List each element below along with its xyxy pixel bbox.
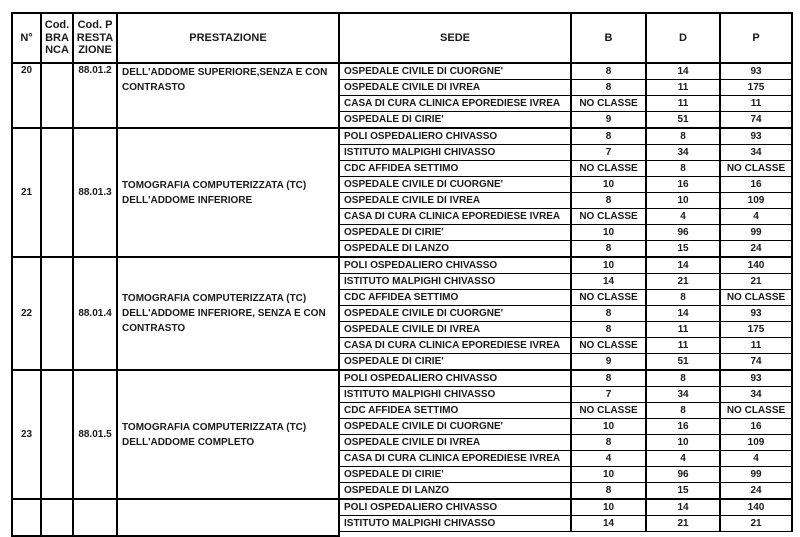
sede-cell: ISTITUTO MALPIGHI CHIVASSO — [339, 145, 571, 161]
sede-cell: POLI OSPEDALIERO CHIVASSO — [339, 257, 571, 274]
sede-cell: ISTITUTO MALPIGHI CHIVASSO — [339, 387, 571, 403]
b-value-cell: 9 — [571, 112, 646, 129]
p-value-cell: NO CLASSE — [720, 290, 792, 306]
d-value-cell: 21 — [646, 516, 720, 532]
sede-cell: POLI OSPEDALIERO CHIVASSO — [339, 499, 571, 516]
sede-cell: OSPEDALE CIVILE DI IVREA — [339, 193, 571, 209]
d-value-cell: 15 — [646, 483, 720, 500]
table-header — [12, 13, 792, 63]
p-value-cell: 175 — [720, 322, 792, 338]
p-value-cell: NO CLASSE — [720, 161, 792, 177]
b-value-cell: 10 — [571, 419, 646, 435]
b-value-cell: NO CLASSE — [571, 96, 646, 112]
p-value-cell: 93 — [720, 306, 792, 322]
b-value-cell: 8 — [571, 322, 646, 338]
sede-cell: CDC AFFIDEA SETTIMO — [339, 161, 571, 177]
b-value-cell: 8 — [571, 435, 646, 451]
table-row — [12, 257, 792, 274]
p-value-cell: 34 — [720, 145, 792, 161]
d-value-cell: 8 — [646, 128, 720, 145]
cutoff-cell — [571, 532, 646, 537]
table-body — [12, 63, 792, 536]
p-value-cell: 93 — [720, 63, 792, 80]
sede-cell: OSPEDALE CIVILE DI IVREA — [339, 435, 571, 451]
b-value-cell: 8 — [571, 306, 646, 322]
d-value-cell: 14 — [646, 63, 720, 80]
p-value-cell: 4 — [720, 451, 792, 467]
sede-cell: OSPEDALE DI LANZO — [339, 241, 571, 258]
sede-cell: OSPEDALE CIVILE DI CUORGNE' — [339, 63, 571, 80]
d-value-cell: 96 — [646, 225, 720, 241]
cutoff-cell — [720, 532, 792, 537]
p-value-cell: 11 — [720, 96, 792, 112]
prestazione-cell — [117, 499, 339, 536]
d-value-cell: 21 — [646, 274, 720, 290]
b-value-cell: 14 — [571, 274, 646, 290]
b-value-cell: 8 — [571, 241, 646, 258]
cod-branca-cell — [41, 370, 73, 499]
p-value-cell: 4 — [720, 209, 792, 225]
cutoff-cell — [339, 532, 571, 537]
p-value-cell: 16 — [720, 177, 792, 193]
d-value-cell: 11 — [646, 96, 720, 112]
d-value-cell: 8 — [646, 403, 720, 419]
p-value-cell: 24 — [720, 241, 792, 258]
b-value-cell: 8 — [571, 483, 646, 500]
d-value-cell: 10 — [646, 193, 720, 209]
d-value-cell: 51 — [646, 112, 720, 129]
p-value-cell: 140 — [720, 499, 792, 516]
d-value-cell: 14 — [646, 257, 720, 274]
group-number-cell: 20 — [12, 63, 41, 128]
p-value-cell: 140 — [720, 257, 792, 274]
group-number-cell: 22 — [12, 257, 41, 370]
sede-cell: POLI OSPEDALIERO CHIVASSO — [339, 370, 571, 387]
b-value-cell: 8 — [571, 63, 646, 80]
d-value-cell: 8 — [646, 290, 720, 306]
p-value-cell: 99 — [720, 467, 792, 483]
d-value-cell: 16 — [646, 419, 720, 435]
b-value-cell: 8 — [571, 80, 646, 96]
cutoff-cell — [646, 532, 720, 537]
sede-cell: OSPEDALE CIVILE DI CUORGNE' — [339, 306, 571, 322]
p-value-cell: 109 — [720, 193, 792, 209]
sede-cell: CASA DI CURA CLINICA EPOREDIESE IVREA — [339, 96, 571, 112]
header-row — [12, 13, 792, 63]
d-value-cell: 8 — [646, 161, 720, 177]
p-value-cell: NO CLASSE — [720, 403, 792, 419]
p-value-cell: 74 — [720, 112, 792, 129]
header-cell-d: D — [646, 13, 720, 63]
d-value-cell: 14 — [646, 306, 720, 322]
p-value-cell: 74 — [720, 354, 792, 371]
d-value-cell: 16 — [646, 177, 720, 193]
b-value-cell: 4 — [571, 451, 646, 467]
b-value-cell: 9 — [571, 354, 646, 371]
cod-prestazione-cell: 88.01.5 — [73, 370, 117, 499]
sede-cell: OSPEDALE DI CIRIE' — [339, 467, 571, 483]
prestazione-cell: TOMOGRAFIA COMPUTERIZZATA (TC) DELL'ADDOME INFERIORE, SENZA E CON CONTRASTO — [117, 257, 339, 370]
d-value-cell: 96 — [646, 467, 720, 483]
group-number-cell: 21 — [12, 128, 41, 257]
table-row — [12, 128, 792, 145]
b-value-cell: 10 — [571, 257, 646, 274]
p-value-cell: 24 — [720, 483, 792, 500]
group-number-cell: 23 — [12, 370, 41, 499]
p-value-cell: 21 — [720, 274, 792, 290]
sede-cell: OSPEDALE DI LANZO — [339, 483, 571, 500]
table-row — [12, 63, 792, 80]
d-value-cell: 10 — [646, 435, 720, 451]
sede-cell: CASA DI CURA CLINICA EPOREDIESE IVREA — [339, 338, 571, 354]
sede-cell: OSPEDALE CIVILE DI IVREA — [339, 80, 571, 96]
cod-prestazione-cell: 88.01.3 — [73, 128, 117, 257]
sede-cell: CDC AFFIDEA SETTIMO — [339, 403, 571, 419]
p-value-cell: 93 — [720, 128, 792, 145]
prestazione-cell: DELL'ADDOME SUPERIORE,SENZA E CON CONTRASTO — [117, 63, 339, 128]
p-value-cell: 11 — [720, 338, 792, 354]
d-value-cell: 11 — [646, 322, 720, 338]
p-value-cell: 99 — [720, 225, 792, 241]
b-value-cell: 7 — [571, 145, 646, 161]
b-value-cell: 10 — [571, 225, 646, 241]
sede-cell: ISTITUTO MALPIGHI CHIVASSO — [339, 274, 571, 290]
d-value-cell: 51 — [646, 354, 720, 371]
d-value-cell: 11 — [646, 80, 720, 96]
prestazione-cell: TOMOGRAFIA COMPUTERIZZATA (TC) DELL'ADDOME INFERIORE — [117, 128, 339, 257]
cod-prestazione-cell — [73, 499, 117, 536]
header-cell-sede: SEDE — [339, 13, 571, 63]
sede-cell: OSPEDALE CIVILE DI CUORGNE' — [339, 419, 571, 435]
group-number-cell — [12, 499, 41, 536]
b-value-cell: NO CLASSE — [571, 209, 646, 225]
p-value-cell: 34 — [720, 387, 792, 403]
b-value-cell: 10 — [571, 467, 646, 483]
b-value-cell: NO CLASSE — [571, 290, 646, 306]
cod-branca-cell — [41, 63, 73, 128]
b-value-cell: 14 — [571, 516, 646, 532]
p-value-cell: 93 — [720, 370, 792, 387]
header-cell-p: P — [720, 13, 792, 63]
cod-prestazione-cell: 88.01.2 — [73, 63, 117, 128]
sede-cell: CDC AFFIDEA SETTIMO — [339, 290, 571, 306]
sede-cell: POLI OSPEDALIERO CHIVASSO — [339, 128, 571, 145]
b-value-cell: 7 — [571, 387, 646, 403]
d-value-cell: 11 — [646, 338, 720, 354]
header-cell-prestazione: PRESTAZIONE — [117, 13, 339, 63]
sede-cell: CASA DI CURA CLINICA EPOREDIESE IVREA — [339, 209, 571, 225]
p-value-cell: 16 — [720, 419, 792, 435]
table-row — [12, 370, 792, 387]
sede-cell: OSPEDALE DI CIRIE' — [339, 112, 571, 129]
cod-branca-cell — [41, 128, 73, 257]
d-value-cell: 34 — [646, 145, 720, 161]
d-value-cell: 14 — [646, 499, 720, 516]
sede-cell: ISTITUTO MALPIGHI CHIVASSO — [339, 516, 571, 532]
cod-prestazione-cell: 88.01.4 — [73, 257, 117, 370]
header-cell-cod-prestazione: Cod. PRESTAZIONE — [73, 13, 117, 63]
cod-branca-cell — [41, 257, 73, 370]
header-cell-cod-branca: Cod. BRANCA — [41, 13, 73, 63]
b-value-cell: 10 — [571, 177, 646, 193]
d-value-cell: 8 — [646, 370, 720, 387]
b-value-cell: 10 — [571, 499, 646, 516]
b-value-cell: 8 — [571, 370, 646, 387]
d-value-cell: 4 — [646, 451, 720, 467]
prestazione-cell: TOMOGRAFIA COMPUTERIZZATA (TC) DELL'ADDOME COMPLETO — [117, 370, 339, 499]
d-value-cell: 34 — [646, 387, 720, 403]
p-value-cell: 175 — [720, 80, 792, 96]
b-value-cell: 8 — [571, 193, 646, 209]
sede-cell: OSPEDALE CIVILE DI IVREA — [339, 322, 571, 338]
p-value-cell: 21 — [720, 516, 792, 532]
header-cell-b: B — [571, 13, 646, 63]
b-value-cell: 8 — [571, 128, 646, 145]
waiting-times-table — [11, 12, 793, 537]
sede-cell: OSPEDALE CIVILE DI CUORGNE' — [339, 177, 571, 193]
d-value-cell: 4 — [646, 209, 720, 225]
header-cell-n: N° — [12, 13, 41, 63]
p-value-cell: 109 — [720, 435, 792, 451]
sede-cell: OSPEDALE DI CIRIE' — [339, 225, 571, 241]
b-value-cell: NO CLASSE — [571, 161, 646, 177]
sede-cell: CASA DI CURA CLINICA EPOREDIESE IVREA — [339, 451, 571, 467]
table-row — [12, 499, 792, 516]
sede-cell: OSPEDALE DI CIRIE' — [339, 354, 571, 371]
cod-branca-cell — [41, 499, 73, 536]
d-value-cell: 15 — [646, 241, 720, 258]
b-value-cell: NO CLASSE — [571, 403, 646, 419]
b-value-cell: NO CLASSE — [571, 338, 646, 354]
